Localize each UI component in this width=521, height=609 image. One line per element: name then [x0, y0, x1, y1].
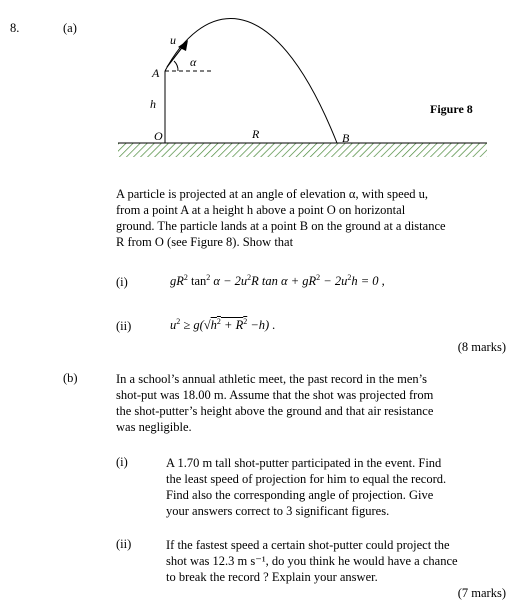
part-b-line-1: In a school’s annual athletic meet, the past record in the men’s	[116, 372, 428, 386]
figure-8-diagram	[0, 0, 521, 170]
part-a-line-3: ground. The particle lands at a point B on the ground at a distance	[116, 219, 446, 233]
item-b-ii-label: (ii)	[116, 537, 132, 551]
figure-caption: Figure 8	[430, 102, 473, 116]
part-a-marks: (8 marks)	[457, 340, 506, 354]
part-a-label: (a)	[63, 21, 77, 35]
part-b-line-3: the shot-putter’s height above the ground and that air resistance	[116, 404, 434, 418]
label-R: R	[252, 127, 260, 141]
item-a-i-label: (i)	[116, 275, 128, 289]
label-h: h	[150, 97, 156, 111]
equation-i: $gR^2$ $\tan^2 \alpha - 2u^2R$ $\tan \alpha + gR^2 - 2u^2h = 0$ ,	[170, 273, 385, 288]
arrow-head	[178, 40, 188, 51]
label-u: u	[170, 33, 176, 47]
item-b-i-text: A 1.70 m tall shot-putter participated in the event. Find the least speed of projection for him to equal the record. Find also the corresponding angle of projection. Give your answers correct to 3 significant figures.	[166, 456, 447, 518]
label-B: B	[342, 131, 350, 145]
part-a-paragraph	[116, 186, 506, 250]
item-b-ii-text: If the fastest speed a certain shot-putter could project the shot was 12.3 m s⁻¹, do you think he would have a chance to break the record ? Explain your answer.	[166, 538, 458, 584]
part-b-label: (b)	[63, 371, 78, 385]
part-a-line-4: R from O (see Figure 8). Show that	[116, 235, 294, 249]
part-b-marks: (7 marks)	[457, 586, 506, 600]
ground-hatching	[118, 143, 487, 157]
inequality-ii: $u^2 \ge g(√h^2 + R^2 -h)$ .	[170, 317, 276, 332]
item-b-i-label: (i)	[116, 455, 128, 469]
part-b-intro	[116, 371, 506, 435]
item-a-ii-label: (ii)	[116, 319, 132, 333]
part-b-line-4: was negligible.	[116, 420, 192, 434]
label-A: A	[152, 66, 160, 80]
angle-arc	[174, 61, 178, 71]
part-a-line-1: A particle is projected at an angle of elevation α, with speed u,	[116, 187, 428, 201]
trajectory-curve	[165, 19, 337, 143]
question-number: 8.	[10, 21, 20, 35]
label-alpha: α	[190, 55, 197, 69]
part-b-line-2: shot-put was 18.00 m. Assume that the shot was projected from	[116, 388, 434, 402]
part-a-line-2: from a point A at a height h above a point O on horizontal	[116, 203, 406, 217]
label-O: O	[154, 129, 163, 143]
